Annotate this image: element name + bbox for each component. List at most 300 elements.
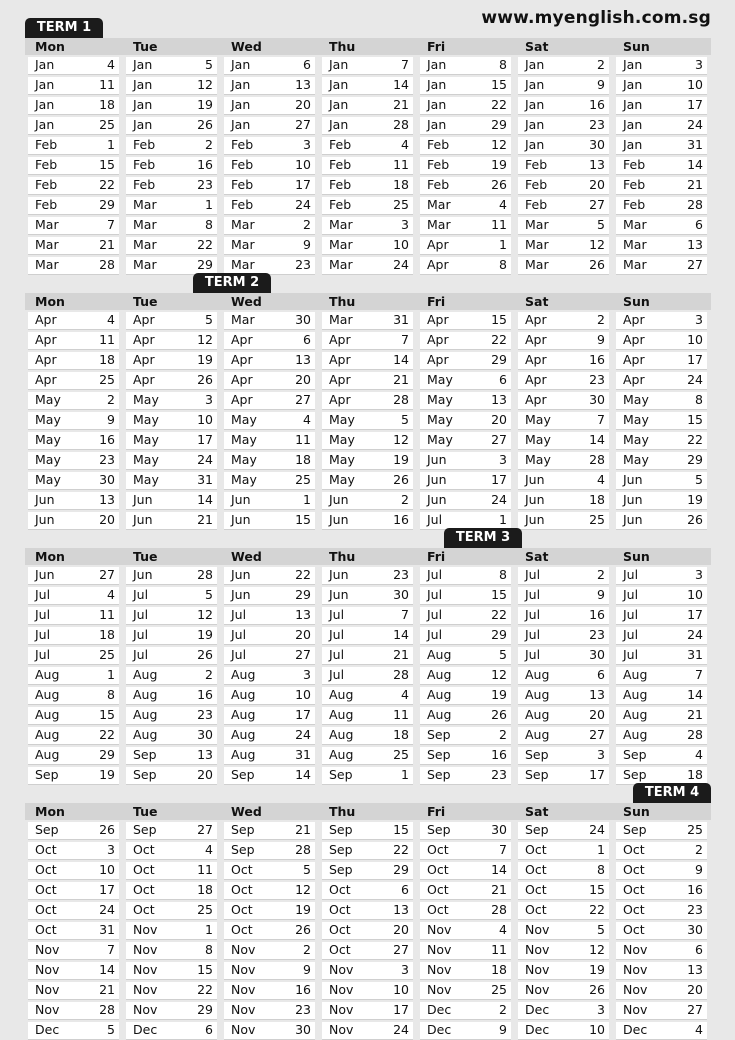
date-month: Jun bbox=[35, 512, 55, 527]
date-month: Dec bbox=[623, 1022, 648, 1037]
date-cell bbox=[420, 257, 511, 275]
date-cell bbox=[28, 962, 119, 980]
date-month: Sep bbox=[35, 822, 59, 837]
date-day: 4 bbox=[499, 922, 507, 937]
date-cell bbox=[126, 1022, 217, 1040]
date-cell bbox=[224, 237, 315, 255]
date-cell bbox=[126, 392, 217, 410]
date-cell bbox=[518, 257, 609, 275]
date-day: 16 bbox=[295, 982, 311, 997]
date-month: Sep bbox=[329, 767, 353, 782]
date-cell bbox=[126, 647, 217, 665]
date-cell bbox=[126, 472, 217, 490]
date-day: 11 bbox=[491, 217, 507, 232]
date-day: 25 bbox=[491, 982, 507, 997]
date-day: 3 bbox=[499, 452, 507, 467]
date-cell bbox=[28, 687, 119, 705]
date-cell bbox=[420, 607, 511, 625]
date-month: Jun bbox=[623, 472, 643, 487]
date-cell bbox=[28, 57, 119, 75]
date-day: 16 bbox=[589, 352, 605, 367]
date-day: 26 bbox=[197, 372, 213, 387]
date-month: Oct bbox=[623, 842, 645, 857]
date-day: 9 bbox=[597, 587, 605, 602]
date-cell bbox=[420, 727, 511, 745]
date-month: Apr bbox=[329, 392, 351, 407]
date-cell bbox=[224, 962, 315, 980]
day-column bbox=[613, 548, 711, 785]
date-cell bbox=[224, 352, 315, 370]
date-cell bbox=[322, 57, 413, 75]
date-month: Sep bbox=[623, 822, 647, 837]
date-day: 10 bbox=[687, 587, 703, 602]
date-day: 17 bbox=[687, 352, 703, 367]
date-cell bbox=[420, 1022, 511, 1040]
date-day: 1 bbox=[205, 197, 213, 212]
date-day: 4 bbox=[695, 1022, 703, 1037]
date-cell bbox=[322, 332, 413, 350]
date-day: 19 bbox=[491, 687, 507, 702]
date-month: Mar bbox=[525, 217, 549, 232]
day-header: Thu bbox=[319, 548, 417, 565]
date-cell bbox=[420, 587, 511, 605]
date-cell bbox=[28, 472, 119, 490]
date-month: Feb bbox=[427, 177, 450, 192]
date-day: 9 bbox=[597, 77, 605, 92]
date-cell bbox=[420, 747, 511, 765]
date-cell bbox=[322, 472, 413, 490]
date-day: 11 bbox=[99, 77, 115, 92]
day-header: Tue bbox=[123, 293, 221, 310]
date-month: Jan bbox=[329, 77, 349, 92]
date-day: 29 bbox=[295, 587, 311, 602]
date-day: 27 bbox=[295, 392, 311, 407]
date-day: 13 bbox=[99, 492, 115, 507]
date-month: Feb bbox=[427, 137, 450, 152]
day-header: Wed bbox=[221, 38, 319, 55]
day-header: Fri bbox=[417, 38, 515, 55]
date-month: Nov bbox=[231, 962, 256, 977]
date-cell bbox=[322, 157, 413, 175]
date-cell bbox=[518, 982, 609, 1000]
date-day: 26 bbox=[589, 257, 605, 272]
date-month: Oct bbox=[133, 902, 155, 917]
date-month: May bbox=[427, 392, 453, 407]
date-cell bbox=[126, 822, 217, 840]
date-day: 31 bbox=[687, 137, 703, 152]
date-day: 27 bbox=[687, 1002, 703, 1017]
date-month: May bbox=[35, 432, 61, 447]
date-cell bbox=[616, 452, 707, 470]
date-cell bbox=[224, 1002, 315, 1020]
date-cell bbox=[126, 862, 217, 880]
date-cell bbox=[224, 137, 315, 155]
date-month: Oct bbox=[525, 902, 547, 917]
day-header: Mon bbox=[25, 293, 123, 310]
date-cell bbox=[420, 352, 511, 370]
date-month: Aug bbox=[133, 667, 158, 682]
date-cell bbox=[420, 97, 511, 115]
date-day: 3 bbox=[303, 667, 311, 682]
date-month: Jan bbox=[525, 117, 545, 132]
date-day: 24 bbox=[393, 1022, 409, 1037]
date-month: Mar bbox=[329, 257, 353, 272]
date-month: Jan bbox=[525, 137, 545, 152]
date-month: Mar bbox=[231, 312, 255, 327]
date-day: 30 bbox=[99, 472, 115, 487]
date-month: Nov bbox=[525, 922, 550, 937]
date-cell bbox=[126, 97, 217, 115]
date-cell bbox=[322, 237, 413, 255]
day-column bbox=[515, 803, 613, 1040]
date-month: Apr bbox=[427, 312, 449, 327]
date-cell bbox=[322, 727, 413, 745]
date-month: May bbox=[231, 412, 257, 427]
date-day: 21 bbox=[491, 882, 507, 897]
date-cell bbox=[322, 942, 413, 960]
date-day: 13 bbox=[197, 747, 213, 762]
date-day: 22 bbox=[393, 842, 409, 857]
date-cell bbox=[616, 472, 707, 490]
date-month: Mar bbox=[525, 237, 549, 252]
date-month: May bbox=[133, 452, 159, 467]
date-cell bbox=[518, 432, 609, 450]
date-month: Oct bbox=[525, 862, 547, 877]
date-day: 20 bbox=[295, 372, 311, 387]
date-month: Sep bbox=[133, 822, 157, 837]
date-month: Jan bbox=[427, 57, 447, 72]
date-day: 12 bbox=[491, 667, 507, 682]
date-cell bbox=[224, 822, 315, 840]
date-day: 23 bbox=[197, 177, 213, 192]
date-month: Feb bbox=[133, 137, 156, 152]
date-cell bbox=[616, 747, 707, 765]
date-cell bbox=[322, 567, 413, 585]
date-month: May bbox=[231, 452, 257, 467]
date-cell bbox=[518, 687, 609, 705]
date-day: 1 bbox=[499, 237, 507, 252]
date-month: Sep bbox=[231, 767, 255, 782]
date-month: Jan bbox=[329, 97, 349, 112]
day-header: Sun bbox=[613, 293, 711, 310]
date-day: 5 bbox=[107, 1022, 115, 1037]
date-cell bbox=[224, 567, 315, 585]
date-month: Sep bbox=[427, 747, 451, 762]
date-cell bbox=[28, 607, 119, 625]
date-cell bbox=[224, 392, 315, 410]
date-cell bbox=[322, 412, 413, 430]
date-month: Jul bbox=[133, 627, 149, 642]
date-month: Feb bbox=[329, 177, 352, 192]
day-header: Thu bbox=[319, 293, 417, 310]
date-day: 15 bbox=[491, 312, 507, 327]
date-cell bbox=[126, 607, 217, 625]
date-month: Aug bbox=[329, 707, 354, 722]
date-month: Oct bbox=[623, 882, 645, 897]
date-cell bbox=[126, 237, 217, 255]
date-month: Jun bbox=[133, 492, 153, 507]
date-month: Mar bbox=[231, 217, 255, 232]
date-day: 25 bbox=[197, 902, 213, 917]
date-day: 21 bbox=[687, 177, 703, 192]
date-month: Feb bbox=[525, 177, 548, 192]
date-month: Jan bbox=[623, 77, 643, 92]
date-cell bbox=[420, 237, 511, 255]
date-day: 4 bbox=[303, 412, 311, 427]
date-month: Aug bbox=[329, 687, 354, 702]
date-month: Oct bbox=[231, 882, 253, 897]
date-month: Jul bbox=[427, 607, 443, 622]
date-day: 13 bbox=[589, 157, 605, 172]
date-month: Feb bbox=[623, 197, 646, 212]
date-day: 24 bbox=[295, 197, 311, 212]
date-cell bbox=[126, 77, 217, 95]
date-day: 30 bbox=[589, 647, 605, 662]
date-day: 26 bbox=[197, 117, 213, 132]
date-month: Feb bbox=[133, 157, 156, 172]
date-day: 31 bbox=[393, 312, 409, 327]
date-cell bbox=[28, 237, 119, 255]
date-day: 29 bbox=[491, 627, 507, 642]
date-day: 18 bbox=[99, 627, 115, 642]
date-cell bbox=[420, 902, 511, 920]
date-day: 24 bbox=[687, 627, 703, 642]
date-month: Jan bbox=[525, 77, 545, 92]
date-month: Mar bbox=[329, 312, 353, 327]
date-month: Jul bbox=[231, 627, 247, 642]
date-cell bbox=[224, 157, 315, 175]
date-month: Feb bbox=[525, 197, 548, 212]
date-day: 7 bbox=[695, 667, 703, 682]
date-day: 21 bbox=[99, 982, 115, 997]
date-day: 18 bbox=[491, 962, 507, 977]
date-cell bbox=[322, 767, 413, 785]
date-cell bbox=[126, 882, 217, 900]
date-month: Apr bbox=[133, 372, 155, 387]
date-day: 31 bbox=[197, 472, 213, 487]
date-day: 27 bbox=[99, 567, 115, 582]
date-month: Apr bbox=[329, 352, 351, 367]
date-day: 2 bbox=[205, 137, 213, 152]
date-month: Apr bbox=[427, 332, 449, 347]
date-month: Mar bbox=[623, 237, 647, 252]
date-cell bbox=[616, 137, 707, 155]
date-day: 1 bbox=[303, 492, 311, 507]
date-month: Nov bbox=[133, 942, 158, 957]
date-day: 22 bbox=[687, 432, 703, 447]
date-cell bbox=[616, 822, 707, 840]
date-day: 2 bbox=[499, 1002, 507, 1017]
day-column bbox=[417, 38, 515, 275]
date-day: 17 bbox=[197, 432, 213, 447]
date-day: 7 bbox=[401, 607, 409, 622]
date-month: Sep bbox=[427, 822, 451, 837]
date-cell bbox=[616, 332, 707, 350]
date-day: 12 bbox=[393, 432, 409, 447]
date-cell bbox=[322, 962, 413, 980]
date-day: 31 bbox=[99, 922, 115, 937]
date-day: 21 bbox=[393, 372, 409, 387]
day-header: Sun bbox=[613, 803, 711, 820]
date-day: 7 bbox=[597, 412, 605, 427]
date-cell bbox=[126, 332, 217, 350]
date-day: 16 bbox=[687, 882, 703, 897]
date-month: Oct bbox=[427, 902, 449, 917]
date-cell bbox=[126, 412, 217, 430]
date-cell bbox=[126, 567, 217, 585]
date-day: 27 bbox=[295, 117, 311, 132]
date-day: 16 bbox=[99, 432, 115, 447]
date-day: 24 bbox=[687, 117, 703, 132]
date-month: Oct bbox=[329, 882, 351, 897]
day-column bbox=[25, 38, 123, 275]
date-cell bbox=[28, 117, 119, 135]
date-cell bbox=[518, 587, 609, 605]
date-month: Mar bbox=[329, 217, 353, 232]
date-cell bbox=[322, 512, 413, 530]
date-day: 7 bbox=[401, 57, 409, 72]
date-month: Jan bbox=[427, 97, 447, 112]
date-cell bbox=[420, 962, 511, 980]
date-month: Jan bbox=[427, 77, 447, 92]
date-month: Mar bbox=[623, 257, 647, 272]
date-day: 19 bbox=[197, 352, 213, 367]
date-day: 8 bbox=[597, 862, 605, 877]
date-month: Aug bbox=[329, 747, 354, 762]
date-cell bbox=[420, 372, 511, 390]
date-day: 4 bbox=[401, 137, 409, 152]
date-month: Jun bbox=[329, 492, 349, 507]
date-day: 21 bbox=[197, 512, 213, 527]
date-day: 8 bbox=[499, 257, 507, 272]
date-cell bbox=[518, 862, 609, 880]
date-day: 14 bbox=[491, 862, 507, 877]
date-month: Apr bbox=[525, 372, 547, 387]
date-cell bbox=[322, 452, 413, 470]
date-month: Jun bbox=[329, 587, 349, 602]
date-cell bbox=[126, 922, 217, 940]
date-month: Jun bbox=[427, 452, 447, 467]
date-month: Jun bbox=[525, 472, 545, 487]
date-month: Sep bbox=[623, 747, 647, 762]
day-column bbox=[123, 803, 221, 1040]
date-month: Jan bbox=[133, 117, 153, 132]
date-month: Aug bbox=[427, 707, 452, 722]
date-cell bbox=[616, 157, 707, 175]
date-month: Apr bbox=[35, 372, 57, 387]
date-cell bbox=[28, 587, 119, 605]
date-month: Jun bbox=[133, 512, 153, 527]
date-day: 29 bbox=[491, 352, 507, 367]
date-cell bbox=[126, 157, 217, 175]
date-month: May bbox=[133, 472, 159, 487]
date-cell bbox=[322, 97, 413, 115]
term-label: TERM 4 bbox=[633, 783, 711, 803]
date-day: 5 bbox=[597, 217, 605, 232]
date-day: 10 bbox=[393, 982, 409, 997]
date-cell bbox=[28, 647, 119, 665]
date-day: 25 bbox=[393, 747, 409, 762]
date-day: 27 bbox=[295, 647, 311, 662]
date-day: 14 bbox=[393, 627, 409, 642]
date-month: Jun bbox=[231, 587, 251, 602]
date-cell bbox=[322, 77, 413, 95]
date-day: 2 bbox=[597, 312, 605, 327]
date-day: 20 bbox=[295, 97, 311, 112]
date-month: May bbox=[623, 412, 649, 427]
date-cell bbox=[28, 1002, 119, 1020]
date-day: 1 bbox=[499, 512, 507, 527]
date-cell bbox=[224, 217, 315, 235]
date-cell bbox=[224, 767, 315, 785]
date-cell bbox=[616, 392, 707, 410]
date-month: Nov bbox=[525, 942, 550, 957]
date-day: 23 bbox=[491, 767, 507, 782]
date-month: Aug bbox=[623, 707, 648, 722]
date-month: May bbox=[133, 392, 159, 407]
date-month: Oct bbox=[427, 862, 449, 877]
date-day: 2 bbox=[499, 727, 507, 742]
date-day: 10 bbox=[99, 862, 115, 877]
date-month: Oct bbox=[231, 862, 253, 877]
date-day: 16 bbox=[491, 747, 507, 762]
date-cell bbox=[420, 667, 511, 685]
date-day: 17 bbox=[589, 767, 605, 782]
date-month: Mar bbox=[35, 217, 59, 232]
date-day: 30 bbox=[687, 922, 703, 937]
date-cell bbox=[420, 412, 511, 430]
date-month: Jan bbox=[623, 57, 643, 72]
date-month: Sep bbox=[35, 767, 59, 782]
date-cell bbox=[518, 237, 609, 255]
date-cell bbox=[28, 882, 119, 900]
date-day: 14 bbox=[687, 687, 703, 702]
date-day: 15 bbox=[295, 512, 311, 527]
date-day: 20 bbox=[393, 922, 409, 937]
date-month: Feb bbox=[35, 197, 58, 212]
date-day: 14 bbox=[687, 157, 703, 172]
date-month: May bbox=[35, 412, 61, 427]
date-month: Nov bbox=[623, 982, 648, 997]
day-column bbox=[319, 38, 417, 275]
date-day: 8 bbox=[107, 687, 115, 702]
date-month: Nov bbox=[231, 1002, 256, 1017]
date-month: Sep bbox=[427, 767, 451, 782]
date-cell bbox=[224, 1022, 315, 1040]
date-cell bbox=[322, 627, 413, 645]
date-cell bbox=[420, 922, 511, 940]
date-day: 22 bbox=[491, 332, 507, 347]
date-day: 30 bbox=[197, 727, 213, 742]
date-month: Oct bbox=[329, 942, 351, 957]
date-month: Aug bbox=[231, 667, 256, 682]
day-header: Fri bbox=[417, 293, 515, 310]
date-month: Dec bbox=[427, 1002, 452, 1017]
date-day: 10 bbox=[589, 1022, 605, 1037]
date-cell bbox=[518, 882, 609, 900]
date-day: 22 bbox=[99, 177, 115, 192]
date-day: 28 bbox=[589, 452, 605, 467]
date-cell bbox=[420, 197, 511, 215]
date-month: May bbox=[525, 432, 551, 447]
date-cell bbox=[616, 237, 707, 255]
date-cell bbox=[126, 962, 217, 980]
date-day: 5 bbox=[499, 647, 507, 662]
date-month: Mar bbox=[525, 257, 549, 272]
date-month: Jan bbox=[231, 117, 251, 132]
date-day: 10 bbox=[687, 77, 703, 92]
date-cell bbox=[420, 472, 511, 490]
